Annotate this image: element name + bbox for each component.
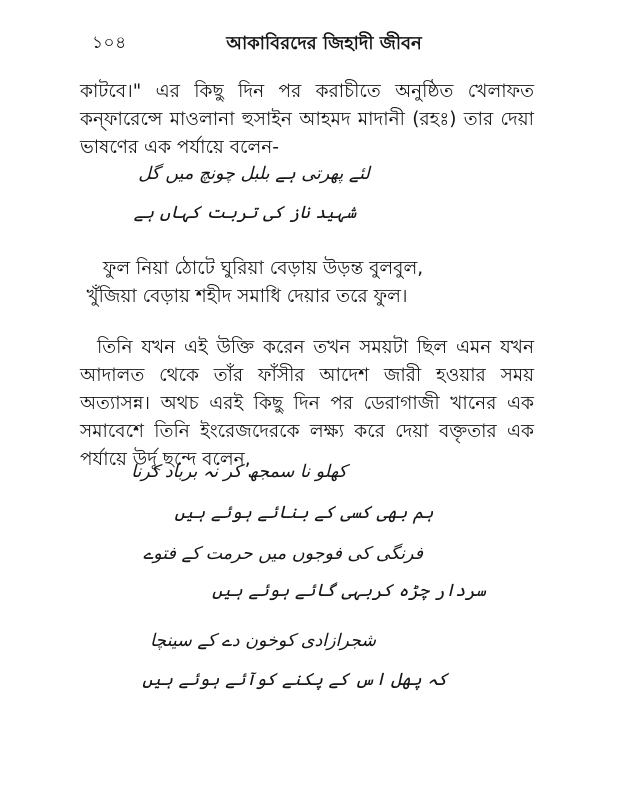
urdu-poem-line-1: کھلو نا سمجھ کر نہ برباد کرنا — [131, 462, 347, 482]
urdu-poem-line-5: شجرازادی کوخون دے کے سینچا — [149, 631, 377, 651]
bengali-couplet-line-1: ফুল নিয়া ঠোটে ঘুরিয়া বেড়ায় উড়ন্ত বুলবুল, — [102, 258, 424, 279]
urdu-poem-line-4: سردار چڑہ کربہی گائے ہوئے ہیں — [212, 581, 486, 601]
middle-paragraph: তিনি যখন এই উক্তি করেন তখন সময়টা ছিল এমন যখন আদালত থেকে তাঁর ফাঁসীর আদেশ জারী হওয়ার সময় অত্যাসন্ন। অথচ এরই কিছু দিন পর ডেরাগাজী খানের এক সমাবেশে তিনি ইংরেজদেরকে লক্ষ্য করে দেয়া বক্তৃতার এক পর্যায়ে উর্দূ ছন্দে বলেন, — [80, 337, 534, 470]
urdu-poem-line-2: ہم بھی کسی کے بنائے ہوئے ہیں — [174, 503, 434, 523]
urdu-poem-line-3: فرنگی کی فوجوں میں حرمت کے فتوے — [142, 544, 424, 564]
urdu-couplet-line-1: لئے پھرتی ہے بلبل چونچ میں گل — [138, 164, 370, 184]
urdu-poem-line-6: کہ پھل اس کے پکنے کوآئے ہوئے ہیں — [142, 670, 448, 690]
bengali-couplet-line-2: খুঁজিয়া বেড়ায় শহীদ সমাধি দেয়ার তরে ফুল। — [86, 286, 408, 307]
intro-paragraph: কাটবে।" এর কিছু দিন পর করাচীতে অনুষ্ঠিত খেলাফত কন্‌ফারেন্সে মাওলানা হুসাইন আহমদ মাদানী (রহঃ) তার দেয়া ভাষণের এক পর্যায়ে বলেন- — [80, 81, 534, 158]
page-number: ১০৪ — [92, 33, 127, 53]
book-title: আকাবিরদের জিহাদী জীবন — [226, 33, 422, 54]
urdu-couplet-line-2: شہید ناز کی تربت کہاں ہے — [133, 203, 357, 223]
